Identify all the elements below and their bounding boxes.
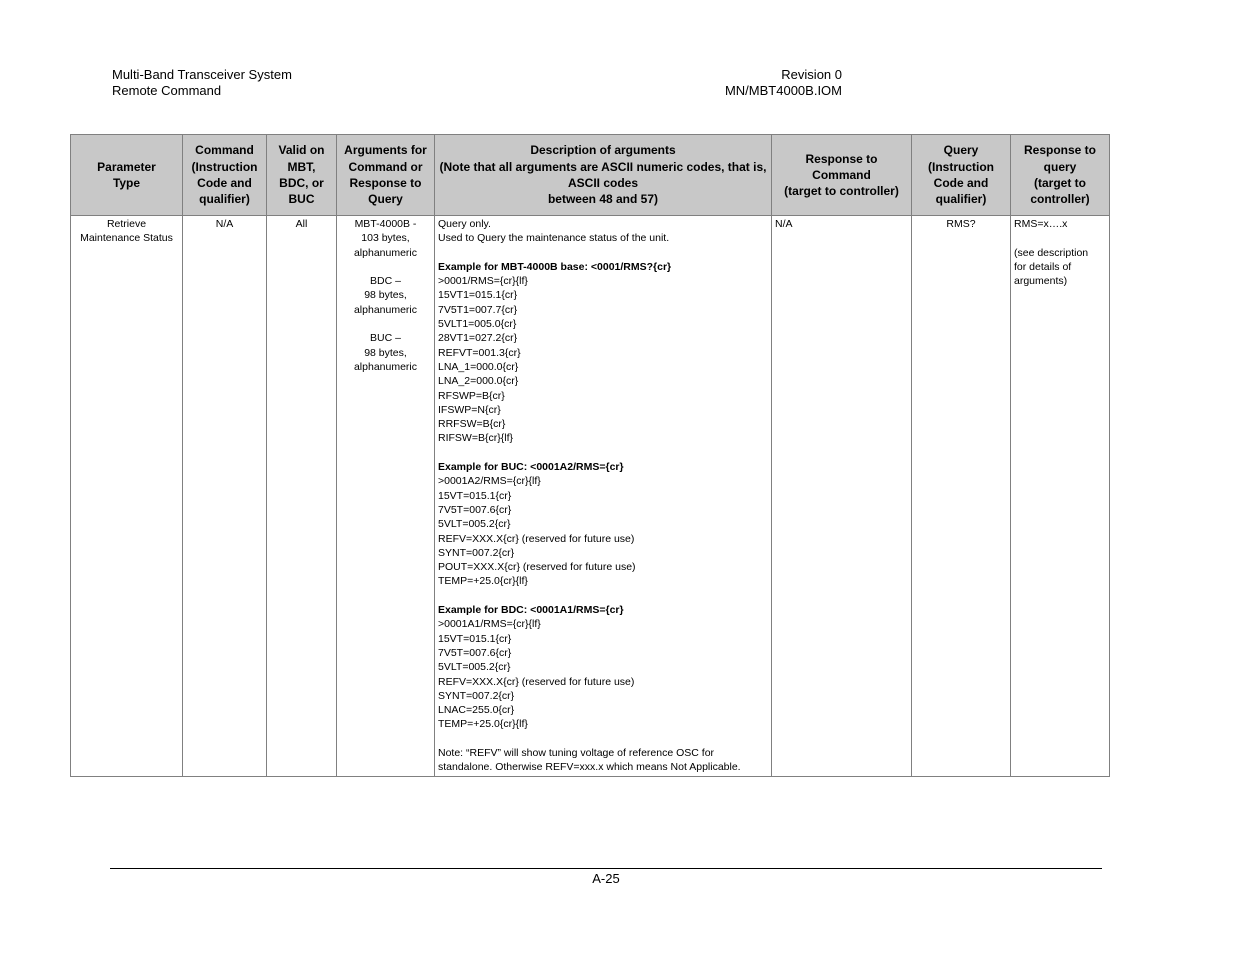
- header-subtitle: Remote Command: [112, 83, 222, 98]
- cell-arguments: MBT-4000B - 103 bytes, alphanumeric BDC – 98 bytes, alphanumeric BUC – 98 bytes, alphanumeric: [337, 216, 435, 777]
- table-row: [71, 216, 1110, 777]
- header-query: Query (Instruction Code and qualifier): [912, 135, 1011, 216]
- example-bdc-title: Example for BDC: <0001A1/RMS={cr}: [438, 604, 624, 617]
- example-buc-title: Example for BUC: <0001A2/RMS={cr}: [438, 461, 624, 474]
- header-parameter-type: Parameter Type: [71, 135, 183, 216]
- cell-parameter-type: Retrieve Maintenance Status: [71, 216, 183, 777]
- document-header-right: [600, 67, 842, 99]
- header-description: Description of arguments (Note that all arguments are ASCII numeric codes, that is, ASCII codes between 48 and 57): [435, 135, 772, 216]
- header-command: Command (Instruction Code and qualifier): [183, 135, 267, 216]
- page-number: A-25: [592, 871, 620, 886]
- cell-response-to-query: RMS=x….x (see description for details of arguments): [1011, 216, 1110, 777]
- cell-response-to-command: N/A: [772, 216, 912, 777]
- footer-divider: [110, 868, 1102, 869]
- cell-valid-on: All: [267, 216, 337, 777]
- header-doc-id: MN/MBT4000B.IOM: [724, 83, 842, 98]
- document-header-left: [112, 67, 292, 99]
- cell-command: N/A: [183, 216, 267, 777]
- header-response-to-command: Response to Command (target to controller): [772, 135, 912, 216]
- table-header-row: [71, 135, 1110, 216]
- header-arguments: Arguments for Command or Response to Query: [337, 135, 435, 216]
- cell-query: RMS?: [912, 216, 1011, 777]
- header-revision: Revision 0: [781, 67, 842, 82]
- cell-description: Query only. Used to Query the maintenance status of the unit. Example for MBT-4000B base: <0001/RMS?{cr} >0001/RMS={cr}{lf} 15VT1=015.1{cr} 7V5T1=007.7{cr} 5VLT1=005.0{cr} 28VT1=027.2{cr} REFVT=001.3{cr} LNA_1=000.0{cr} LNA_2=000.0{cr} RFSWP=B{cr} IFSWP=N{cr} RRFSW=B{cr} RIFSW=B{cr}{lf} Example for BUC: <0001A2/RMS={cr} >0001A2/RMS={cr}{lf} 15VT=015.1{cr} 7V5T=007.6{cr} 5VLT=005.2{cr} REFV=XXX.X{cr} (reserved for future use) SYNT=007.2{cr} POUT=XXX.X{cr} (reserved for future use) TEMP=+25.0{cr}{lf} Example for BDC: <0001A1/RMS={cr} >0001A1/RMS={cr}{lf} 15VT=015.1{cr} 7V5T=007.6{cr} 5VLT=005.2{cr} REFV=XXX.X{cr} (reserved for future use) SYNT=007.2{cr} LNAC=255.0{cr} TEMP=+25.0{cr}{lf} Note: “REFV” will show tuning voltage of reference OSC for standalone. Otherwise REFV=xxx.x which means Not Applicable.: [435, 216, 772, 777]
- header-response-to-query: Response to query (target to controller): [1011, 135, 1110, 216]
- remote-command-table: [70, 134, 1110, 777]
- example-mbt-title: Example for MBT-4000B base: <0001/RMS?{cr}: [438, 260, 672, 273]
- header-title: Multi-Band Transceiver System: [112, 67, 292, 82]
- description-note: Note: “REFV” will show tuning voltage of reference OSC for: [438, 746, 715, 759]
- header-valid-on: Valid on MBT, BDC, or BUC: [267, 135, 337, 216]
